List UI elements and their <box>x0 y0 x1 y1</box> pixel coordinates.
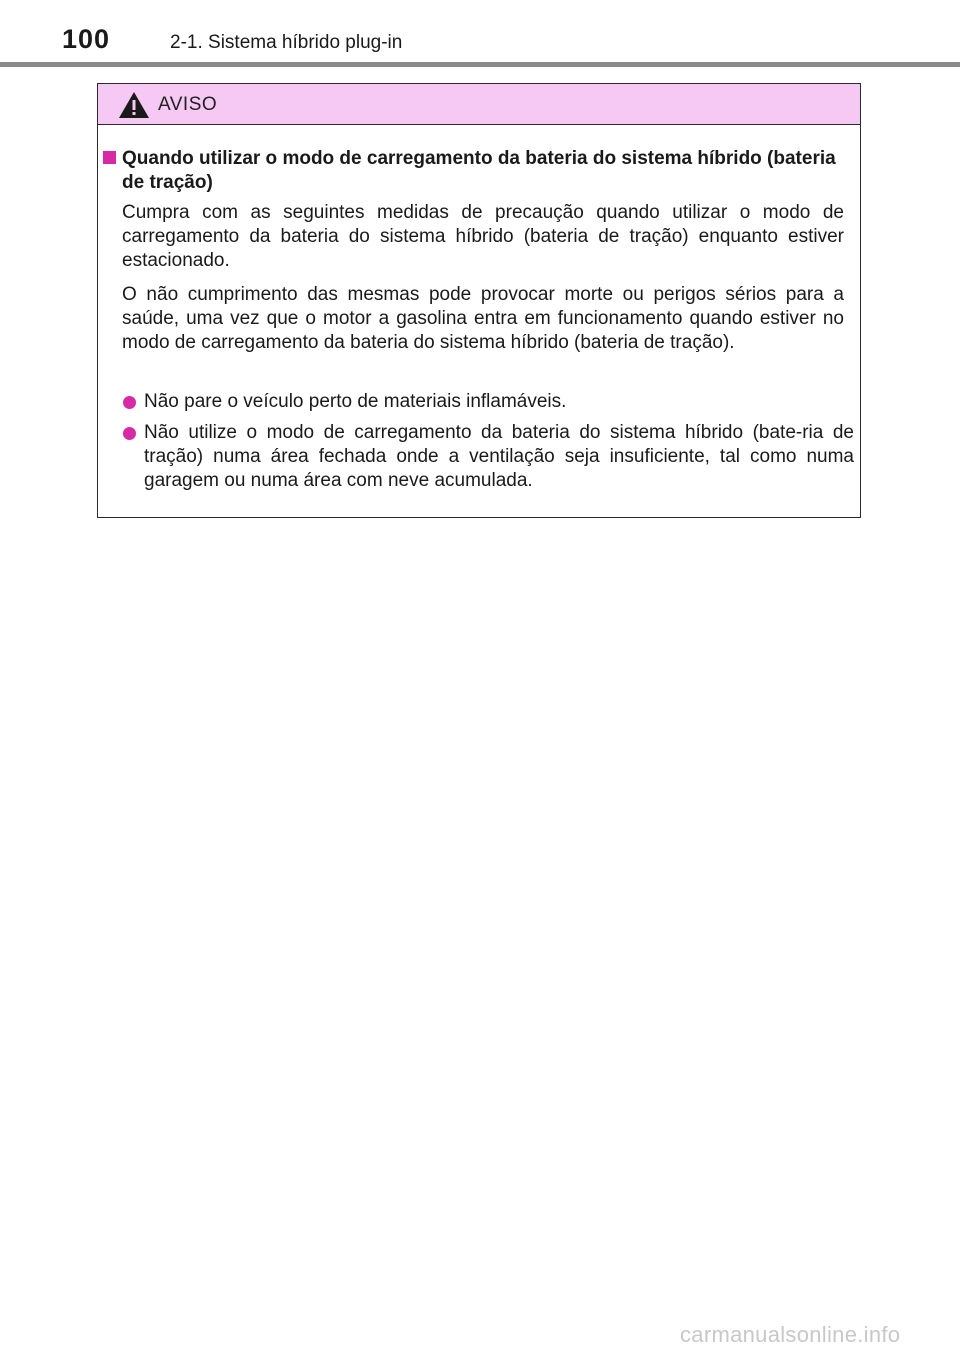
header-divider <box>0 62 960 67</box>
round-bullet-icon <box>123 427 136 440</box>
warning-paragraph: O não cumprimento das mesmas pode provocar morte ou perigos sérios para a saúde, uma vez que o motor a gasolina entra em funcionamento quando estiver no modo de carregamento da bateria do sistema híbrido (bateria de tração). <box>122 284 844 353</box>
warning-header <box>98 84 860 125</box>
footer-watermark: carmanualsonline.info <box>680 1322 901 1347</box>
section-title: 2-1. Sistema híbrido plug-in <box>170 32 403 53</box>
warning-triangle-icon <box>118 91 150 119</box>
warning-box <box>97 83 861 518</box>
page-number: 100 <box>62 24 111 54</box>
warning-bullet: Não utilize o modo de carregamento da bateria do sistema híbrido (bate-ria de tração) numa área fechada onde a ventilação seja insuficiente, tal como numa garagem ou numa área com neve acumulada. <box>144 422 854 491</box>
warning-label: AVISO <box>158 94 218 115</box>
page-header <box>0 0 960 62</box>
warning-heading: Quando utilizar o modo de carregamento da bateria do sistema híbrido (bateria de tração) <box>122 148 836 193</box>
square-bullet-icon <box>103 151 116 164</box>
warning-paragraph: Cumpra com as seguintes medidas de precaução quando utilizar o modo de carregamento da bateria do sistema híbrido (bateria de tração) enquanto estiver estacionado. <box>122 202 844 271</box>
warning-bullet: Não pare o veículo perto de materiais inflamáveis. <box>144 391 567 412</box>
round-bullet-icon <box>123 396 136 409</box>
